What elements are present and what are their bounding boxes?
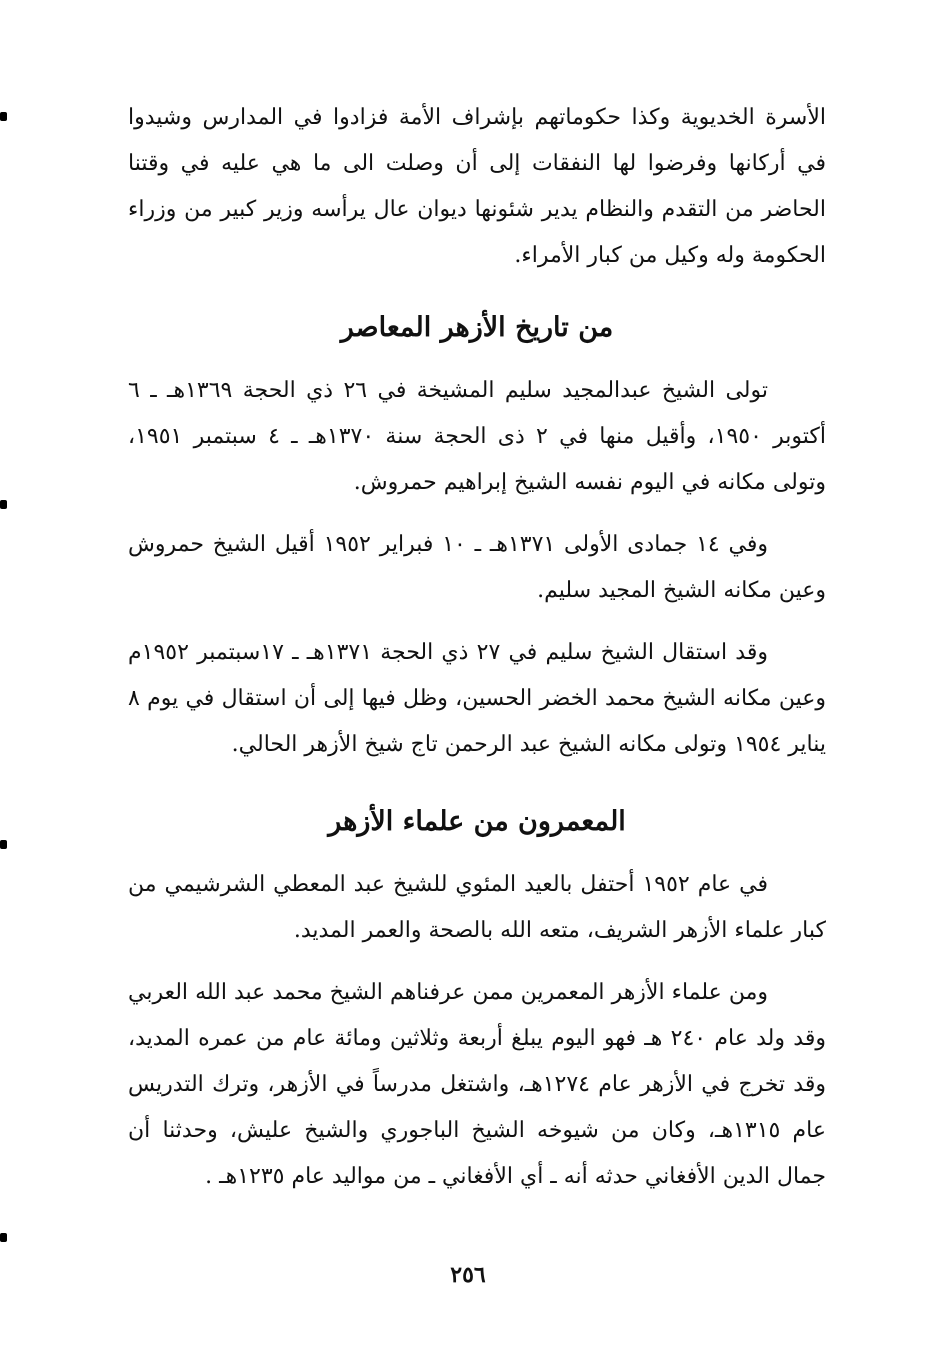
section-heading-long-lived-scholars: المعمرون من علماء الأزهر <box>328 806 626 837</box>
page-number: ٢٥٦ <box>450 1262 486 1288</box>
opening-paragraph: الأسرة الخديوية وكذا حكوماتهم بإشراف الأمة فزادوا في المدارس وشيدوا في أركانها وفرضوا لها النفقات إلى أن وصلت الى ما هي عليه في وقتنا الحاضر من التقدم والنظام يدير شئونها ديوان عال يرأسه وزير كبير من وزراء الحكومة وله وكيل من كبار الأمراء. <box>128 105 826 268</box>
section-heading-contemporary-history: من تاريخ الأزهر المعاصر <box>340 312 614 343</box>
body-paragraph: تولى الشيخ عبدالمجيد سليم المشيخة في ٢٦ ذي الحجة ١٣٦٩هـ ـ ٦ أكتوبر ١٩٥٠، وأقيل منها في ٢ ذى الحجة سنة ١٣٧٠هـ ـ ٤ سبتمبر ١٩٥١، وتولى مكانه في اليوم نفسه الشيخ إبراهيم حمروش. <box>128 378 826 495</box>
section-1-body <box>128 368 826 768</box>
margin-scan-mark <box>0 500 7 509</box>
section-2-body <box>128 862 826 1200</box>
margin-scan-mark <box>0 840 7 849</box>
margin-scan-mark <box>0 112 7 121</box>
opening-text-block <box>128 95 826 279</box>
margin-scan-mark <box>0 1233 7 1242</box>
body-paragraph: في عام ١٩٥٢ أحتفل بالعيد المئوي للشيخ عبد المعطي الشرشيمي من كبار علماء الأزهر الشريف، متعه الله بالصحة والعمر المديد. <box>128 872 826 943</box>
body-paragraph: وقد استقال الشيخ سليم في ٢٧ ذي الحجة ١٣٧١هـ ـ ١٧سبتمبر ١٩٥٢م وعين مكانه الشيخ محمد الخضر الحسين، وظل فيها إلى أن استقال في يوم ٨ يناير ١٩٥٤ وتولى مكانه الشيخ عبد الرحمن تاج شيخ الأزهر الحالي. <box>128 640 826 757</box>
body-paragraph: وفي ١٤ جمادى الأولى ١٣٧١هـ ـ ١٠ فبراير ١٩٥٢ أقيل الشيخ حمروش وعين مكانه الشيخ المجيد سليم. <box>128 532 826 603</box>
body-paragraph: ومن علماء الأزهر المعمرين ممن عرفناهم الشيخ محمد عبد الله العربي وقد ولد عام ٢٤٠ هـ فهو اليوم يبلغ أربعة وثلاثين ومائة عام من عمره المديد، وقد تخرج في الأزهر عام ١٢٧٤هـ، واشتغل مدرساً في الأزهر، وترك التدريس عام ١٣١٥هـ، وكان من شيوخه الشيخ الباجوري والشيخ عليش، وحدثنا أن جمال الدين الأفغاني حدثه أنه ـ أي الأفغاني ـ من مواليد عام ١٢٣٥هـ . <box>128 980 826 1189</box>
